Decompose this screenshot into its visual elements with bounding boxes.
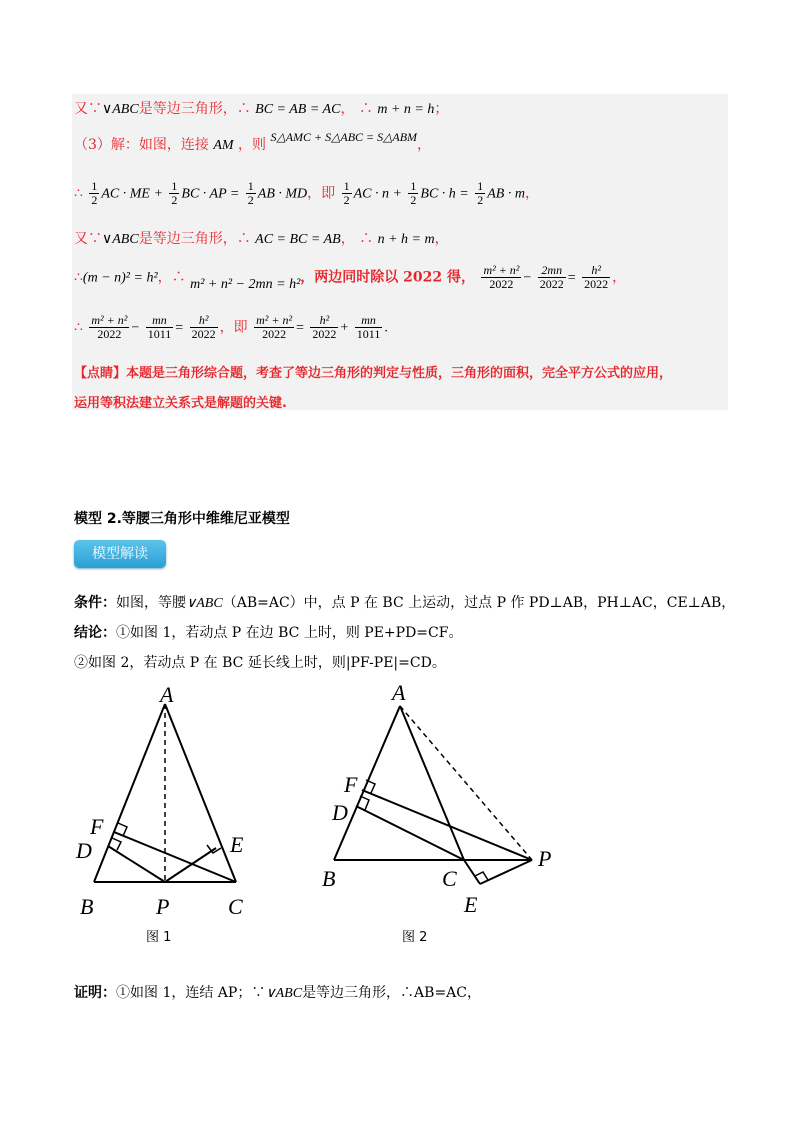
label-C: C (228, 894, 243, 916)
fraction-half: $\frac{1}{2}$ (343, 179, 350, 207)
comment-line-2: 运用等积法建立关系式是解题的关键. (74, 396, 287, 411)
model-badge: 模型解读 (74, 540, 166, 568)
label-B: B (80, 894, 94, 916)
solution-line-4: 又∵∨ABC是等边三角形，∴ AC = BC = AB， ∴ n + h = m， (74, 231, 449, 247)
solution-line-3: ∴ $\frac{1}{2}$ AC · ME + $\frac{1}{2}$ BC · AP = $\frac{1}{2}$ AB · MD，即 $\frac{1}{2}$ AC · n + $\frac{1}{2}$ BC · h = $\frac{1}{2}$ AB · m， (74, 179, 539, 207)
solution-line-1: 又∵∨ABC是等边三角形，∴ BC = AB = AC， ∴ m + n = h； (74, 101, 449, 117)
label-P: P (156, 894, 170, 916)
label-F: F (90, 814, 104, 839)
label-P: P (538, 846, 552, 871)
section-title: 模型 2.等腰三角形中维维尼亚模型 (74, 511, 290, 527)
label-A: A (160, 686, 174, 707)
condition-text: 条件：如图，等腰∨ABC（AB=AC）中，点 P 在 BC 上运动，过点 P 作 PD⊥AB，PH⊥AC，CE⊥AB， (74, 595, 736, 611)
comment-line-1: 【点睛】本题是三角形综合题，考查了等边三角形的判定与性质，三角形的面积，完全平方公式的应用， (74, 366, 673, 381)
proof-text: 证明：①如图 1，连结 AP；∵∨ABC是等边三角形，∴AB=AC， (74, 985, 481, 1001)
figure-1 (70, 686, 260, 916)
label-D: D (332, 800, 348, 825)
label-C: C (442, 866, 457, 891)
label-D: D (76, 838, 92, 863)
solution-line-6: ∴ $\frac{\text{m² + n²}}{2022}$ − $\frac{mn}{1011}$ = $\frac{\text{h²}}{2022}$ ，即 $\frac{\text{m² + n²}}{2022}$ = $\frac{\text{h²}}{2022}$ + $\frac{mn}{1011}$ . (74, 313, 388, 341)
fraction-half: $\frac{1}{2}$ (477, 179, 484, 207)
fraction-half: $\frac{1}{2}$ (410, 179, 417, 207)
conclusion-text: 结论：①如图 1，若动点 P 在边 BC 上时，则 PE+PD=CF。 (74, 625, 463, 641)
label-F: F (344, 772, 358, 797)
conclusion-2-text: ②如图 2，若动点 P 在 BC 延长线上时，则|PF-PE|=CD。 (74, 655, 446, 671)
fraction-half: $\frac{1}{2}$ (247, 179, 254, 207)
label-E: E (230, 832, 244, 857)
figure-1-caption: 图 1 (146, 930, 172, 945)
solution-line-5: ∴(m − n)² = h²，∴ m² + n² − 2mn = h²，两边同时除以 2022 得， $\frac{\text{m² + n²}}{2022}$ − $\frac{2mn}{2022}$ = $\frac{\text{h²}}{2022}$ ， (74, 263, 627, 292)
figure-2-caption: 图 2 (402, 930, 428, 945)
fraction-half: $\frac{1}{2}$ (91, 179, 98, 207)
label-A: A (392, 680, 406, 705)
label-B: B (322, 866, 336, 891)
fraction-half: $\frac{1}{2}$ (171, 179, 178, 207)
solution-line-2: （3）解：如图，连接 AM ，则 S△AMC + S△ABC = S△ABM， (74, 130, 432, 153)
figure-2 (318, 680, 578, 920)
label-E: E (464, 892, 478, 917)
